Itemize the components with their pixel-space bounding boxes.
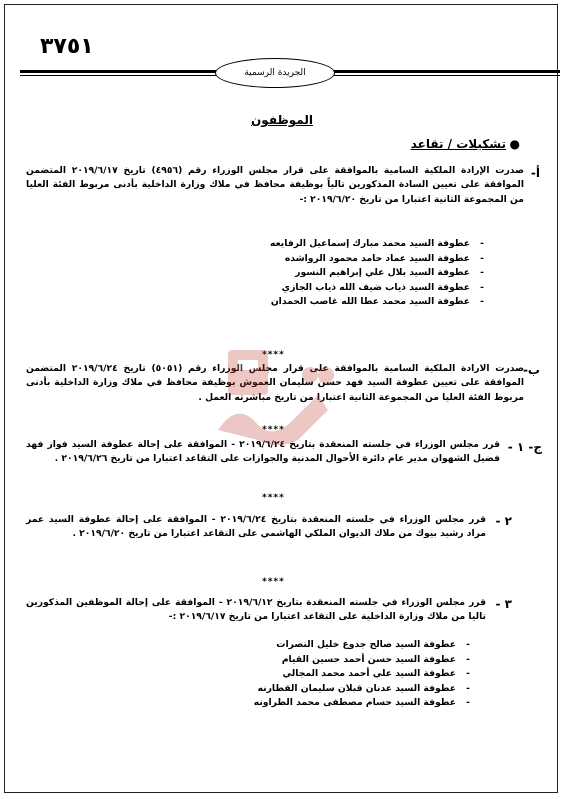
list-item: - عطوفة السيد بلال علي إبراهيم النسور (144, 266, 484, 281)
list-item: - عطوفة السيد حسام مصطفى محمد الطراونه (130, 696, 470, 711)
item-c2-marker: ٢ - (495, 514, 512, 528)
separator-stars: **** (262, 577, 285, 587)
page-number: ٣٧٥١ (40, 34, 94, 59)
separator-stars: **** (262, 493, 285, 503)
list-item: - عطوفة السيد محمد عطا الله غاصب الحمدان (144, 295, 484, 310)
list-item: - عطوفة السيد حسن أحمد حسين القيام (130, 653, 470, 668)
item-c3-marker: ٣ - (495, 597, 512, 611)
section-title: الموظفون (251, 113, 313, 127)
list-item: - عطوفة السيد عماد حامد محمود الرواشده (144, 252, 484, 267)
item-b-marker: ب- (522, 363, 540, 377)
item-a-text: صدرت الإرادة الملكية السامية بالموافقة على قرار مجلس الوزراء رقم (٤٩٥٦) تاريخ ٢٠١٩/٦/١٧ المتضمن الموافقة على تعيين السادة المذكورين تالياً بوظيفة محافظ في ملاك وزارة الداخلية بأدنى مربوط الفئة العليا من المجموعة الثانية اعتبارا من تاريخ ٢٠١٩/٦/٢٠ :- (26, 165, 524, 205)
gazette-label-badge (215, 58, 335, 88)
item-c3-text: قرر مجلس الوزراء في جلسته المنعقدة بتاريخ ٢٠١٩/٦/١٢ - الموافقة على إحالة الموظفين المذكورين تاليا من ملاك وزارة الداخلية على التقاعد اعتبارا من تاريخ ٢٠١٩/٦/١٧ :- (26, 597, 486, 623)
bullet-icon: ● (509, 137, 520, 151)
subsection-title: تشكيلات / تقاعد (410, 137, 506, 151)
item-c1-text: قرر مجلس الوزراء في جلسته المنعقدة بتاريخ ٢٠١٩/٦/٢٤ - الموافقة على إحالة عطوفة السيد فواز فهد فضيل الشهوان مدير عام دائرة الأحوال المدنية والجوازات على التقاعد اعتبارا من تاريخ ٢٠١٩/٦/٢٦ . (26, 439, 500, 465)
list-item: - عطوفة السيد علي أحمد محمد المجالي (130, 667, 470, 682)
list-item: - عطوفة السيد ذياب ضيف الله ذياب الجازي (144, 281, 484, 296)
item-c1-marker: ج- ١ - (507, 440, 542, 454)
list-item: - عطوفة السيد صالح جدوع خليل النصرات (130, 638, 470, 653)
separator-stars: **** (262, 350, 285, 360)
item-a-names-list (144, 237, 484, 310)
list-item: - عطوفة السيد عدنان قبلان سليمان القطارنه (130, 682, 470, 697)
item-c2-text: قرر مجلس الوزراء في جلسته المنعقدة بتاريخ ٢٠١٩/٦/٢٤ - الموافقة على إحالة عطوفة السيد عمر مراد رشيد بيوك من ملاك الديوان الملكي الهاشمي على التقاعد اعتبارا من تاريخ ٢٠١٩/٦/٢٠ . (26, 514, 486, 540)
item-c3-names-list (130, 638, 470, 711)
gazette-label: الجريدة الرسمية (244, 68, 306, 78)
list-item: - عطوفة السيد محمد مبارك إسماعيل الرفايعه (144, 237, 484, 252)
item-a-marker: أ- (530, 166, 540, 180)
separator-stars: **** (262, 425, 285, 435)
faded-logo-watermark-icon (198, 340, 348, 450)
item-b-text: صدرت الارادة الملكية السامية بالموافقة على قرار مجلس الوزراء رقم (٥٠٥١) تاريخ ٢٠١٩/٦/٢٤ المتضمن الموافقة على تعيين عطوفة السيد فهد حسن سليمان العموش بوظيفة محافظ في ملاك وزارة الداخلية بأدنى مربوط الفئة العليا من المجموعة الثانية اعتبارا من تاريخ مباشرته العمل . (26, 363, 524, 403)
